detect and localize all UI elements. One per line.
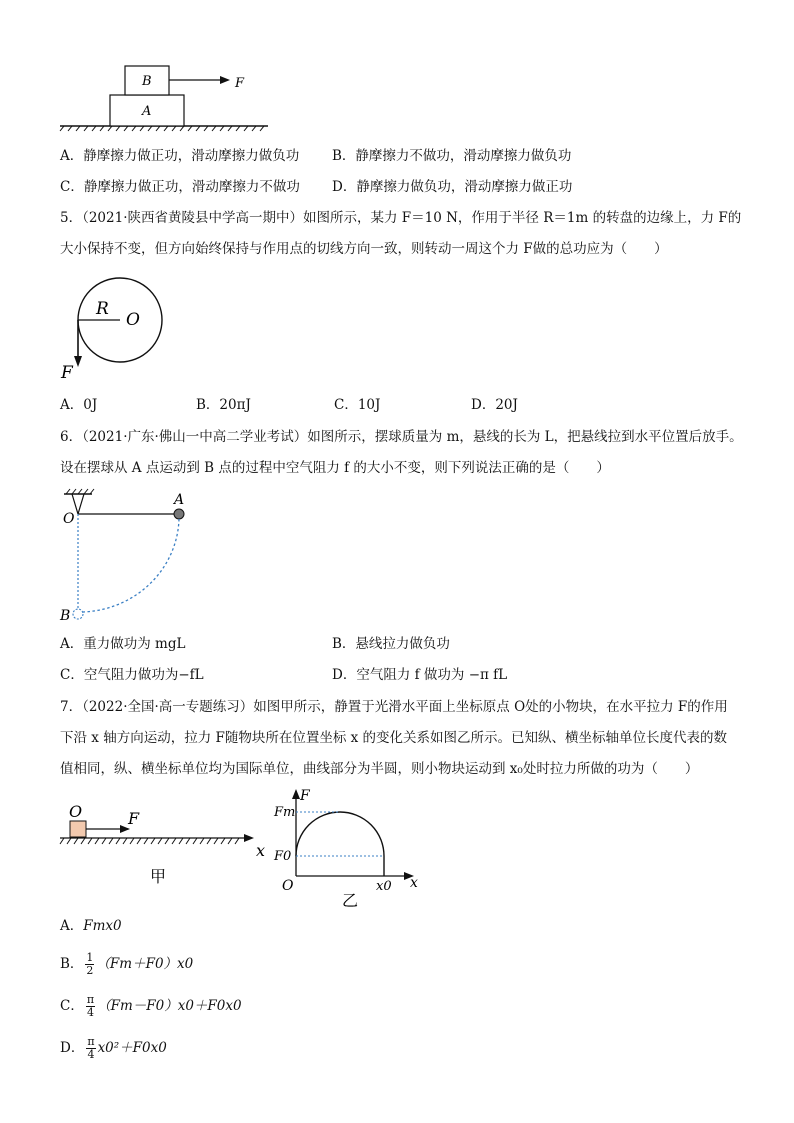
label-a: A [174, 492, 185, 508]
option-d-prefix: D． [60, 1040, 85, 1056]
option-b-prefix: B． [60, 956, 84, 972]
q7-figure-yi [272, 786, 432, 910]
q5-stem-line2: 大小保持不变，但方向始终保持与作用点的切线方向一致，则转动一周这个力 F做的总功应为（ ） [60, 241, 668, 257]
caption-jia: 甲 [150, 867, 167, 886]
q6-option-c: C．空气阻力做功为−fL [60, 667, 204, 683]
option-a-expr: Fmx0 [83, 918, 122, 934]
option-c-fraction: $\frac{\pi}{4}$ [86, 993, 95, 1019]
q7-stem-line2: 下沿 x 轴方向运动，拉力 F随物块所在位置坐标 x 的变化关系如图乙所示。已知纵、横坐标轴单位长度代表的数 [60, 730, 728, 746]
label-f: F [300, 788, 310, 804]
q7-figure-jia [58, 800, 278, 890]
ceiling-hatch [66, 489, 94, 494]
label-b: B [60, 608, 71, 624]
caption-yi: 乙 [342, 891, 359, 910]
q5-option-d: D．20J [471, 397, 518, 413]
label-x: x [410, 875, 418, 891]
q7-option-d [60, 1036, 167, 1061]
option-b-expr: （Fm＋F0）x0 [96, 956, 194, 972]
option-d-fraction: $\frac{\pi}{4}$ [87, 1035, 95, 1061]
q4-option-d: D．静摩擦力做负功，滑动摩擦力做正功 [332, 179, 573, 195]
option-c-prefix: C． [60, 998, 84, 1014]
y-axis-arrowhead [292, 789, 300, 799]
semicircle-curve [296, 812, 384, 856]
q5-option-b: B．20πJ [196, 397, 251, 413]
small-block [70, 821, 86, 837]
q4-option-c: C．静摩擦力做正功，滑动摩擦力不做功 [60, 179, 300, 195]
dashed-arc [83, 519, 179, 612]
q4-option-b: B．静摩擦力不做功，滑动摩擦力做负功 [332, 148, 572, 164]
ball-at-b [73, 609, 83, 619]
q7-stem-line1: 7．（2022·全国·高一专题练习）如图甲所示，静置于光滑水平面上坐标原点 O处的小物块，在水平拉力 F的作用 [60, 699, 728, 715]
x-axis-arrowhead [244, 834, 254, 842]
label-f: F [61, 363, 73, 383]
label-fm: Fm [274, 805, 296, 820]
q7-stem-line3: 值相同，纵、横坐标单位均为国际单位，曲线部分为半圆，则小物块运动到 x₀处时拉力所做的功为（ ） [60, 761, 699, 777]
option-a-prefix: A． [60, 918, 84, 934]
label-f0: F0 [274, 849, 292, 864]
ground-hatch [60, 126, 268, 131]
q4-option-a: A．静摩擦力做正功，滑动摩擦力做负功 [60, 148, 300, 164]
label-f: F [128, 809, 140, 828]
q5-stem-line1: 5．（2021·陕西省黄陵县中学高一期中）如图所示，某力 F＝10 N，作用于半径 R＝1m 的转盘的边缘上，力 F的 [60, 210, 742, 226]
q7-option-c [60, 994, 242, 1019]
q6-stem-line1: 6．（2021·广东·佛山一中高二学业考试）如图所示，摆球质量为 m，悬线的长为 L，把悬线拉到水平位置后放手。 [60, 429, 743, 445]
ground-hatch [60, 838, 239, 844]
q4-figure [58, 60, 278, 132]
q6-option-a: A．重力做功为 mgL [60, 636, 186, 652]
q6-stem-line2: 设在摆球从 A 点运动到 B 点的过程中空气阻力 f 的大小不变，则下列说法正确的是（ ） [60, 460, 610, 476]
label-f: F [235, 76, 245, 91]
q6-option-b: B．悬线拉力做负功 [332, 636, 450, 652]
q7-option-b [60, 952, 193, 977]
option-c-expr: （Fm－F0）x0＋F0x0 [97, 998, 242, 1014]
label-o: O [126, 310, 140, 330]
pendulum-ball [174, 509, 184, 519]
q5-figure [58, 272, 178, 384]
force-arrowhead [74, 356, 82, 367]
label-a: A [142, 104, 152, 119]
q5-option-a: A．0J [60, 397, 98, 413]
q6-option-d: D．空气阻力 f 做功为 −π fL [332, 667, 508, 683]
option-b-fraction: $\frac{1}{2}$ [86, 951, 94, 977]
q7-option-a [60, 916, 122, 936]
force-arrowhead [220, 76, 230, 84]
label-b: B [142, 74, 152, 89]
q5-option-c: C．10J [334, 397, 381, 413]
q6-figure [58, 486, 198, 624]
label-o: O [69, 802, 83, 821]
label-r: R [96, 299, 109, 319]
label-x: x [256, 841, 266, 860]
option-d-expr: x0²＋F0x0 [97, 1040, 167, 1056]
label-x0: x0 [376, 879, 392, 894]
label-o: O [282, 878, 294, 894]
label-o: O [63, 511, 75, 527]
